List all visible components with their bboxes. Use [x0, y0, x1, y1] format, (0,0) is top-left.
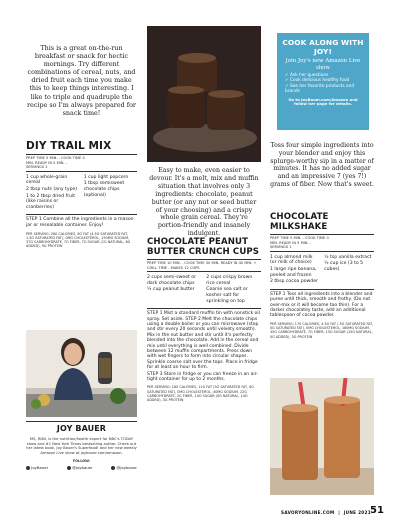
- divider: [147, 308, 261, 309]
- check-icon: ✓: [285, 78, 289, 84]
- joy-bauer-photo-illustration: [26, 330, 137, 417]
- ingredient: 2 cups semi-sweet or dark chocolate chips: [147, 275, 196, 286]
- crunch-nutrition: PER SERVING: 180 CALORIES, 11G FAT (5G SATURATED FAT, 6G SATURATED FAT), 0MG CHOLESTEROL, 40MG SODIUM, 22G CARBOHYDRATE, 2G FIBER, 14G SUGAR (0G NATURAL, 14G ADDED), 3G PROTEIN: [147, 385, 255, 403]
- check-icon: ✓: [285, 83, 289, 89]
- promo-cta: Go to JoyBauer.com/Amazon and follow her page for details.: [288, 96, 358, 107]
- milkshake-meta: PREP TIME 5 MIN. - COOK TIME 0 MIN. READY IN 5 MIN. - SERVINGS 1: [270, 236, 329, 250]
- ingredient: 1 large ripe banana, peeled and frozen: [270, 266, 317, 278]
- ingredient: 2 tbsp nuts (any type): [26, 186, 78, 192]
- divider: [270, 251, 374, 252]
- ingredient: 2 tbsp cocoa powder: [270, 279, 318, 285]
- ingredient: ½ tsp vanilla extract: [324, 254, 372, 260]
- ingredient: 1 cup light popcorn: [83, 174, 129, 180]
- milkshake-intro: Toss four simple ingredients into your blender and enjoy this splurge-worthy sip in a matter of minutes. It has no added sugar and an impressive 7 (yes 7!) grams of fiber. Now that's sweet.: [270, 142, 374, 188]
- handle-text: @joybauer: [116, 465, 137, 471]
- trail-mix-meta: PREP TIME 5 MIN. - COOK TIME 0 MIN. READY IN 5 MIN. - SERVINGS 1: [26, 156, 85, 170]
- divider: [26, 214, 137, 215]
- facebook-handle[interactable]: [26, 465, 48, 470]
- milkshake-title: CHOCOLATE MILKSHAKE: [270, 212, 329, 232]
- crunch-title: CHOCOLATE PEANUT BUTTER CRUNCH CUPS: [147, 237, 260, 257]
- twitter-icon: [111, 466, 115, 470]
- divider: [26, 154, 137, 155]
- bullet-text: Cook delicious healthy food: [289, 78, 350, 84]
- instagram-icon: [67, 466, 71, 470]
- social-handles: [26, 465, 137, 470]
- divider: [147, 271, 261, 272]
- bullet-text: See her favorite products and brands: [285, 83, 355, 95]
- milkshake-ingredients: [270, 255, 374, 286]
- crunch-cups-recipe: [147, 237, 261, 403]
- crunch-cups-photo: [147, 26, 261, 162]
- crunch-cups-illustration: [147, 26, 261, 162]
- author-name: JOY BAUER: [56, 424, 107, 433]
- divider: [26, 171, 137, 172]
- crunch-step3: STEP 3 Store in fridge or you can freeze in an air-tight container for up to 2 months.: [147, 371, 258, 383]
- ingredient: ¼ cup peanut butter: [147, 287, 195, 293]
- author-bio-text: MS, RDN, is the nutrition/health expert for NBC's TODAY show and #1 New York Times bestselling author. Check out her latest book, Joy Bauer's Superfood! and her new weekly Amazon Live show at joybauer.com/amazon.: [26, 437, 137, 456]
- instagram-handle[interactable]: [67, 465, 93, 470]
- milkshake-step: STEP 1 Toss all ingredients into a blender and puree until thick, smooth and frothy. (Do not over-mix or it will become too thin). For a darker chocolatey taste, add an additional tablespoon of cocoa powder.: [270, 291, 373, 319]
- promo-title: COOK ALONG WITH JOY!: [282, 38, 364, 56]
- cook-along-promo[interactable]: [277, 33, 369, 130]
- check-icon: ✓: [285, 73, 289, 78]
- trail-mix-step: STEP 1 Combine all the ingredients in a mason jar or resealable container. Enjoy!: [26, 217, 134, 228]
- footer-site: SAVORYONLINE.COM: [281, 510, 335, 515]
- footer-issue: JUNE 2021: [343, 510, 371, 515]
- ingredient: 1 tbsp semisweet chocolate chips (optional): [83, 181, 125, 198]
- ingredient: ½ cup ice (3 to 5 cubes): [324, 261, 364, 272]
- intro-paragraph: This is a great on-the-run breakfast or snack for hectic mornings. Try different combinations of cereal, nuts, and dried fruit each time you make this to keep things interesting. I like to triple and quadruple the recipe so I'm always prepared for snack time!: [26, 44, 136, 117]
- ingredient: Coarse sea salt or kosher salt for sprinkling on top: [206, 287, 248, 304]
- crunch-steps: STEP 1 Mist a standard muffin tin with nonstick oil spray. Set aside. STEP 2 Melt the chocolate chips using a double boiler or you can microwave (stop and stir every 20 seconds until velvety smooth). Mix in the nut butter and stir until it's perfectly blended into the chocolate. Add in the cereal and mix until everything is well combined. Divide between 12 muffin compartments. Press down with wet fingers to form into circular shapes. Sprinkle coarse salt over the tops. Place in fridge for at least an hour to firm.: [147, 311, 260, 371]
- joy-bauer-photo: [26, 330, 137, 417]
- bullet-text: Ask her questions: [289, 73, 329, 78]
- milkshake-illustration: [270, 378, 374, 495]
- milkshake-nutrition: PER SERVING: 170 CALORIES, 4.5G FAT (.5G SATURATED FAT, 0G SATURATED FAT), 0MG CHOLESTEROL, 180MG SODIUM, 35G CARBOHYDRATE, 7G FIBER, 15G SUGAR (15G NATURAL, 0G ADDED), 5G PROTEIN: [270, 321, 374, 339]
- facebook-icon: [26, 466, 30, 470]
- handle-text: JoyBauer: [31, 465, 49, 471]
- promo-subtitle: Join Joy's new Amazon Live show: [285, 58, 361, 71]
- milkshake-photo: [270, 378, 374, 495]
- promo-bullet: [285, 84, 369, 95]
- divider: [26, 421, 137, 422]
- ingredient: 1 cup whole-grain cereal: [26, 174, 68, 186]
- ingredient: 1 to 2 tbsp dried fruit (like raisins or cranberries): [26, 193, 76, 210]
- trail-mix-title: DIY TRAIL MIX: [26, 140, 112, 152]
- promo-bullets: [285, 73, 369, 95]
- crunch-meta: PREP TIME 10 MIN. - COOK TIME 30 MIN. READY IN 40 MIN. + CHILL TIME - MAKES 12 CUPS: [147, 261, 257, 270]
- divider: [147, 259, 261, 260]
- page-number: 51: [370, 505, 384, 516]
- crunch-intro: Easy to make, even easier to devour. It's a melt, mix and muffin situation that involves only 3 ingredients: chocolate, peanut butter (or any nut or seed butter of your choosing) and a crispy whole grain cereal. They're portion-friendly and insanely indulgent.: [149, 167, 259, 238]
- handle-text: @joybauer: [72, 465, 93, 471]
- ingredient: 1 cup almond milk (or milk of choice): [270, 254, 313, 266]
- divider: [270, 289, 374, 290]
- author-bio: [26, 421, 137, 470]
- divider: [270, 234, 374, 235]
- trail-mix-ingredients: [26, 175, 137, 212]
- twitter-handle[interactable]: [111, 465, 137, 470]
- crunch-ingredients: [147, 275, 261, 305]
- trail-mix-nutrition: PER SERVING: 260 CALORIES, 9G FAT (4.5G SATURATED FAT, 1.5G SATURATED FAT), 0MG CHOLESTEROL, 190MG SODIUM, 37G CARBOHYDRATE, 7G FIBER, 7G SUGAR (1G NATURAL, 6G ADDED), 9G PROTEIN: [26, 231, 131, 249]
- milkshake-recipe: [270, 212, 374, 339]
- ingredient: 2 cups crispy brown rice cereal: [206, 275, 253, 286]
- trail-mix-recipe: [26, 140, 137, 249]
- footer-site-issue: [281, 510, 371, 515]
- footer-separator: |: [338, 510, 341, 515]
- follow-label: FOLLOW:: [72, 458, 91, 463]
